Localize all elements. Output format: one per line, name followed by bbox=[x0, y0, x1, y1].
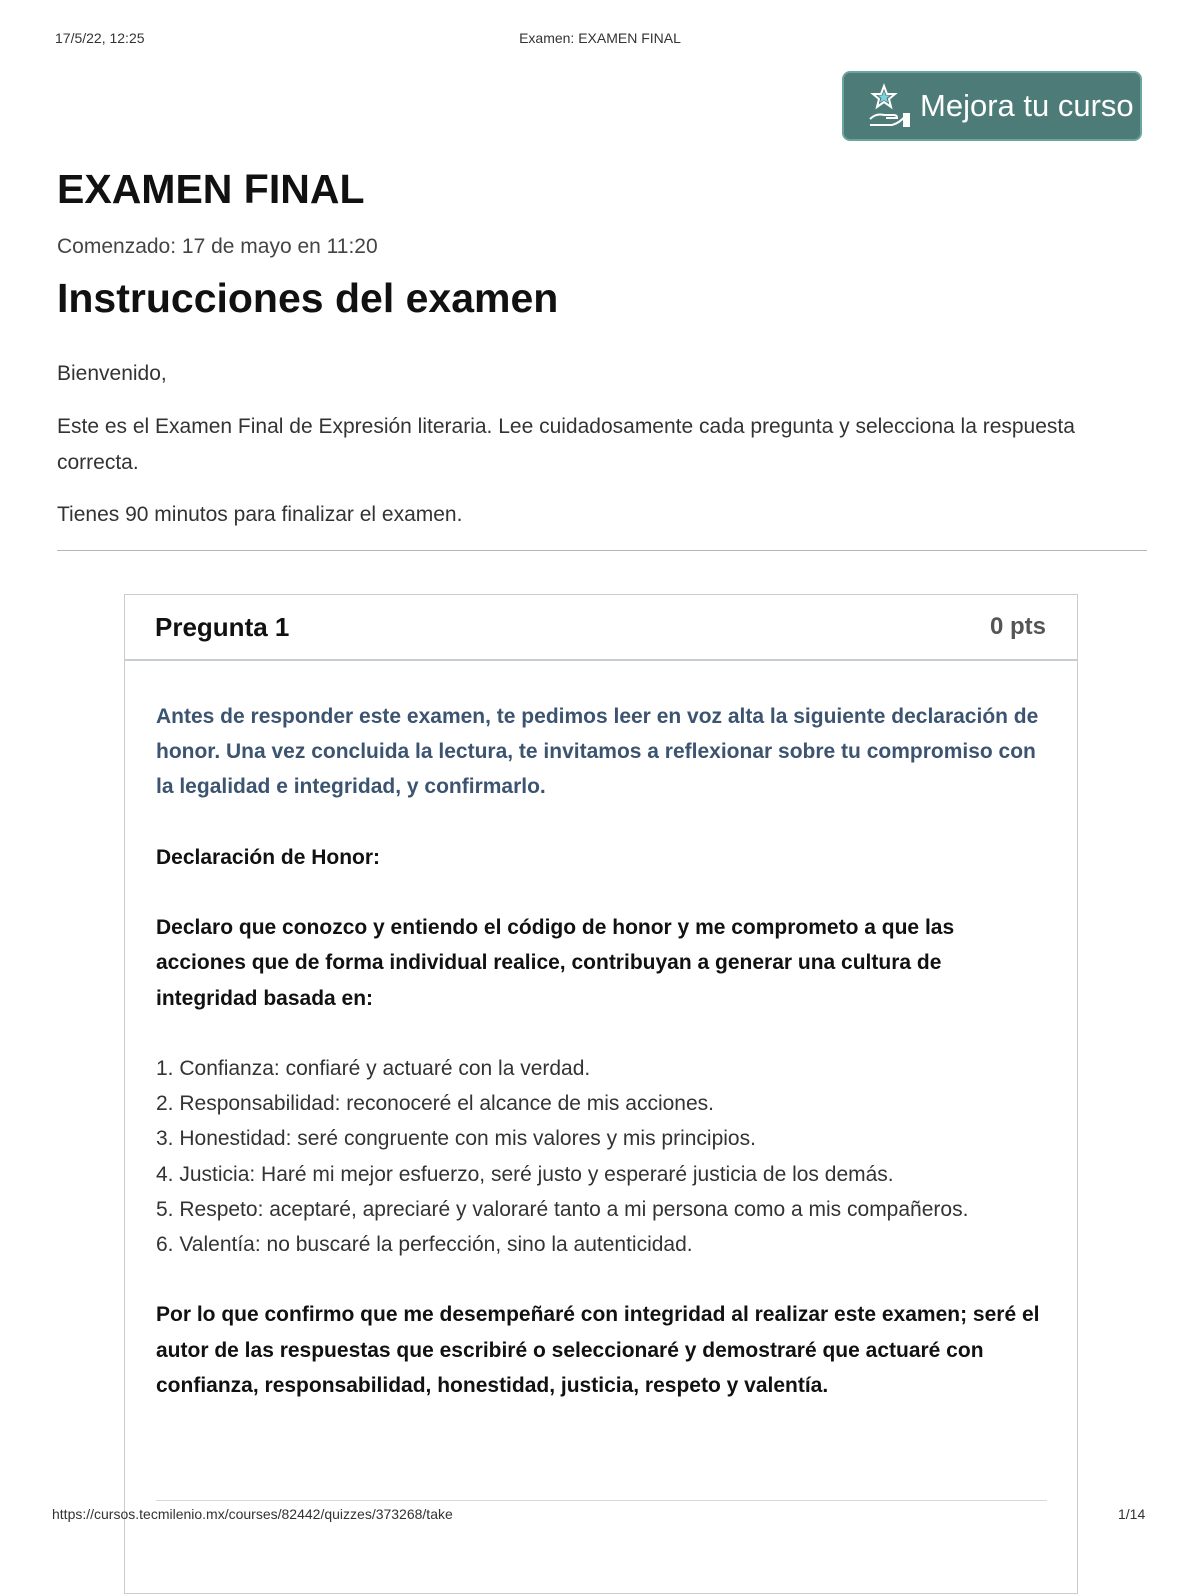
print-footer-url: https://cursos.tecmilenio.mx/courses/82442/quizzes/373268/take bbox=[52, 1506, 453, 1522]
time-limit-text: Tienes 90 minutos para finalizar el examen. bbox=[57, 503, 463, 526]
improve-course-button[interactable] bbox=[842, 71, 1142, 141]
exam-description: Este es el Examen Final de Expresión literaria. Lee cuidadosamente cada pregunta y selecciona la respuesta correcta. bbox=[57, 415, 1075, 474]
value-item: 5. Respeto: aceptaré, apreciaré y valoraré tanto a mi persona como a mis compañeros. bbox=[156, 1197, 969, 1221]
question-body bbox=[156, 699, 1046, 1403]
declaration-statement: Declaro que conozco y entiendo el código de honor y me comprometo a que las acciones que de forma individual realice, contribuyan a generar una cultura de integridad basada en: bbox=[156, 916, 955, 1010]
print-page-title: Examen: EXAMEN FINAL bbox=[519, 30, 681, 46]
exam-title: EXAMEN FINAL bbox=[57, 166, 365, 212]
question-card bbox=[124, 594, 1078, 1594]
honor-intro: Antes de responder este examen, te pedimos leer en voz alta la siguiente declaración de honor. Una vez concluida la lectura, te invitamos a reflexionar sobre tu compromiso con la legalidad e integridad, y confirmarlo. bbox=[156, 705, 1039, 799]
print-page-number: 1/14 bbox=[1118, 1506, 1146, 1522]
confirmation-statement: Por lo que confirmo que me desempeñaré con integridad al realizar este examen; seré el autor de las respuestas que escribiré o seleccionaré y demostraré que actuaré con confianza, responsabilidad, honestidad, justicia, respeto y valentía. bbox=[156, 1303, 1040, 1397]
greeting-text: Bienvenido, bbox=[57, 362, 167, 385]
instructions-title: Instrucciones del examen bbox=[57, 275, 559, 321]
value-item: 3. Honestidad: seré congruente con mis valores y mis principios. bbox=[156, 1127, 756, 1151]
question-points: 0 pts bbox=[989, 613, 1046, 640]
value-item: 2. Responsabilidad: reconoceré el alcance de mis acciones. bbox=[156, 1092, 714, 1116]
star-hand-icon bbox=[866, 83, 912, 129]
question-header bbox=[125, 595, 1077, 661]
print-datetime: 17/5/22, 12:25 bbox=[55, 30, 145, 46]
section-divider bbox=[57, 550, 1147, 551]
question-inner-divider bbox=[156, 1500, 1047, 1501]
question-title: Pregunta 1 bbox=[155, 611, 290, 642]
value-item: 4. Justicia: Haré mi mejor esfuerzo, seré justo y esperaré justicia de los demás. bbox=[156, 1162, 894, 1186]
improve-course-label: Mejora tu curso bbox=[920, 88, 1134, 123]
declaration-heading: Declaración de Honor: bbox=[156, 845, 381, 869]
value-item: 6. Valentía: no buscaré la perfección, sino la autenticidad. bbox=[156, 1233, 693, 1256]
started-timestamp: Comenzado: 17 de mayo en 11:20 bbox=[57, 235, 378, 258]
value-item: 1. Confianza: confiaré y actuaré con la verdad. bbox=[156, 1056, 591, 1080]
